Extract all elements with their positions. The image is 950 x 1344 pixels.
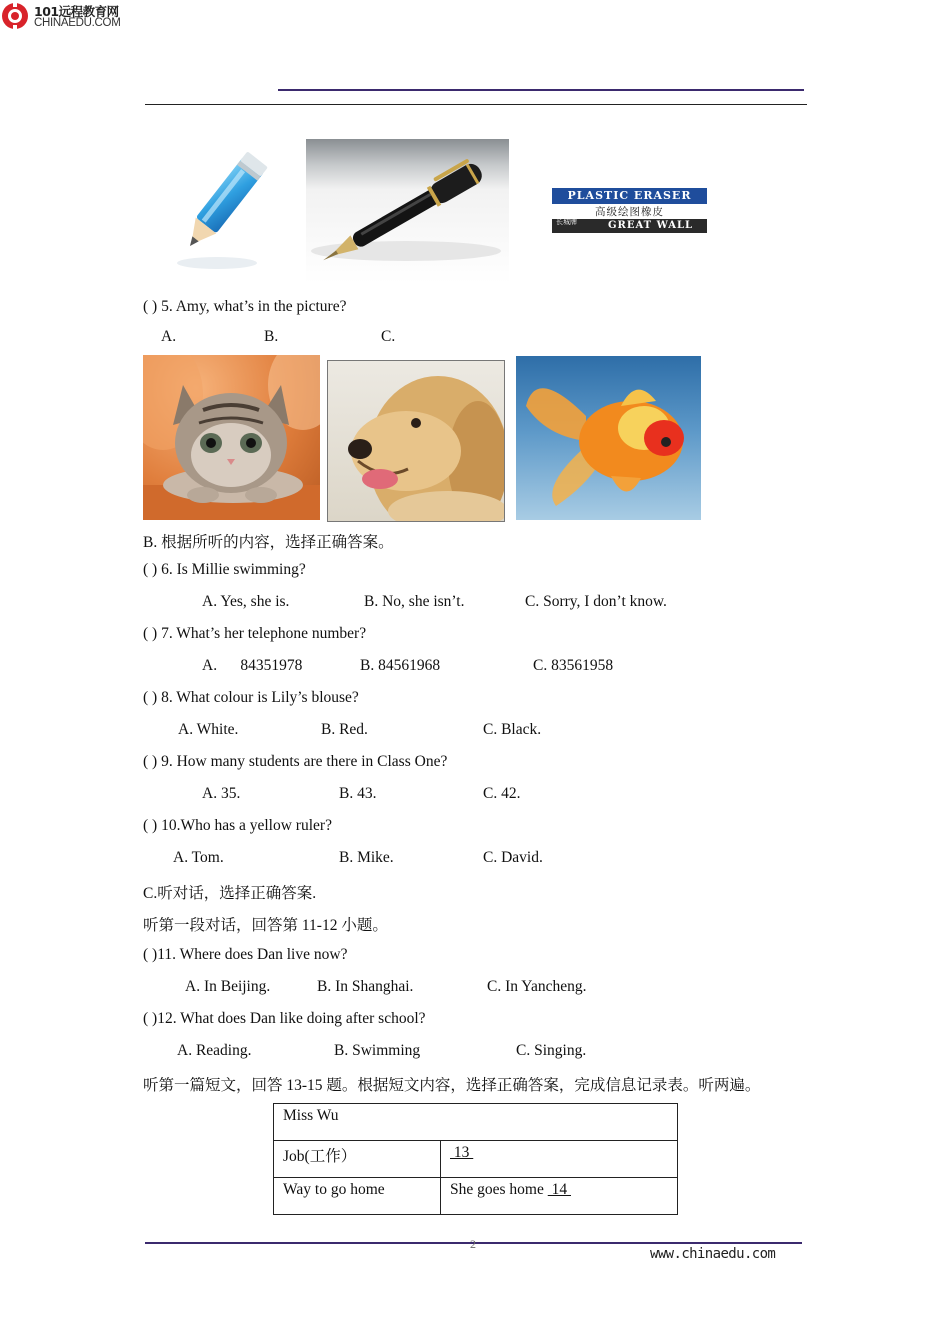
footer-url: www.chinaedu.com	[650, 1246, 776, 1262]
table-label-cell: Job(工作）	[274, 1141, 441, 1178]
fountain-pen-image	[306, 139, 509, 283]
eraser-label-line1: PLASTIC ERASER	[567, 189, 692, 202]
q7-option-a: A. 84351978	[202, 657, 303, 674]
question-12: ( )12. What does Dan like doing after school?	[143, 1010, 426, 1027]
eraser-brand-cn: 长城牌	[556, 218, 577, 226]
section-c-subtitle-1: 听第一段对话，回答第 11-12 小题。	[143, 917, 388, 934]
table-row	[274, 1141, 678, 1178]
q6-option-a: A. Yes, she is.	[202, 593, 290, 610]
goldfish-image	[516, 356, 701, 520]
q10-option-b: B. Mike.	[339, 849, 394, 866]
info-record-table	[273, 1103, 678, 1215]
q11-option-c: C. In Yancheng.	[487, 978, 587, 995]
question-10: ( ) 10.Who has a yellow ruler?	[143, 817, 332, 834]
q7-option-b: B. 84561968	[360, 657, 441, 674]
question-5: ( ) 5. Amy, what’s in the picture?	[143, 298, 347, 315]
table-row	[274, 1104, 678, 1141]
logo-text-cn: 101远程教育网	[34, 4, 119, 19]
logo-text-en: CHINAEDU.COM	[34, 17, 121, 29]
section-c-title: C.听对话，选择正确答案.	[143, 885, 317, 902]
q5-option-c: C.	[381, 328, 396, 345]
q11-option-b: B. In Shanghai.	[317, 978, 414, 995]
q6-option-b: B. No, she isn’t.	[364, 593, 465, 610]
answer-blank-13[interactable]: 13	[450, 1144, 474, 1161]
eraser-label-line2: 高级绘图橡皮	[595, 206, 664, 218]
plastic-eraser-image	[552, 186, 707, 236]
logo-mark-icon	[0, 1, 30, 31]
table-value-cell	[441, 1141, 678, 1178]
q12-option-a: A. Reading.	[177, 1042, 252, 1059]
section-c-subtitle-2: 听第一篇短文，回答 13-15 题。根据短文内容，选择正确答案，完成信息记录表。听两遍。	[143, 1077, 761, 1094]
q8-option-c: C. Black.	[483, 721, 542, 738]
q9-option-a: A. 35.	[202, 785, 241, 802]
chinaedu-logo	[0, 0, 130, 32]
table-row	[274, 1178, 678, 1215]
question-9: ( ) 9. How many students are there in Class One?	[143, 753, 448, 770]
q5-option-b: B.	[264, 328, 279, 345]
q6-option-c: C. Sorry, I don’t know.	[525, 593, 667, 610]
q9-option-b: B. 43.	[339, 785, 377, 802]
q12-option-c: C. Singing.	[516, 1042, 587, 1059]
q9-option-c: C. 42.	[483, 785, 521, 802]
eraser-brand-en: GREAT WALL	[608, 220, 694, 231]
table-value-cell	[441, 1178, 678, 1215]
q11-option-a: A. In Beijing.	[185, 978, 271, 995]
q5-option-a: A.	[161, 328, 177, 345]
header-rule-purple	[278, 89, 804, 91]
q8-option-b: B. Red.	[321, 721, 368, 738]
question-11: ( )11. Where does Dan live now?	[143, 946, 348, 963]
table-label-cell: Way to go home	[274, 1178, 441, 1215]
q10-option-a: A. Tom.	[173, 849, 224, 866]
q8-option-a: A. White.	[178, 721, 239, 738]
q7-option-c: C. 83561958	[533, 657, 614, 674]
question-7: ( ) 7. What’s her telephone number?	[143, 625, 367, 642]
page-number: 2	[470, 1237, 476, 1251]
q12-option-b: B. Swimming	[334, 1042, 421, 1059]
dog-image	[327, 360, 505, 522]
pencil-image	[165, 145, 280, 275]
value-prefix: She goes home	[450, 1181, 548, 1198]
question-8: ( ) 8. What colour is Lily’s blouse?	[143, 689, 359, 706]
section-b-title: B. 根据所听的内容，选择正确答案。	[143, 534, 394, 551]
table-title-cell: Miss Wu	[274, 1104, 678, 1141]
header-rule-black	[145, 104, 807, 105]
answer-blank-14[interactable]: 14	[547, 1181, 571, 1198]
question-6: ( ) 6. Is Millie swimming?	[143, 561, 306, 578]
q10-option-c: C. David.	[483, 849, 543, 866]
kitten-image	[143, 355, 320, 520]
